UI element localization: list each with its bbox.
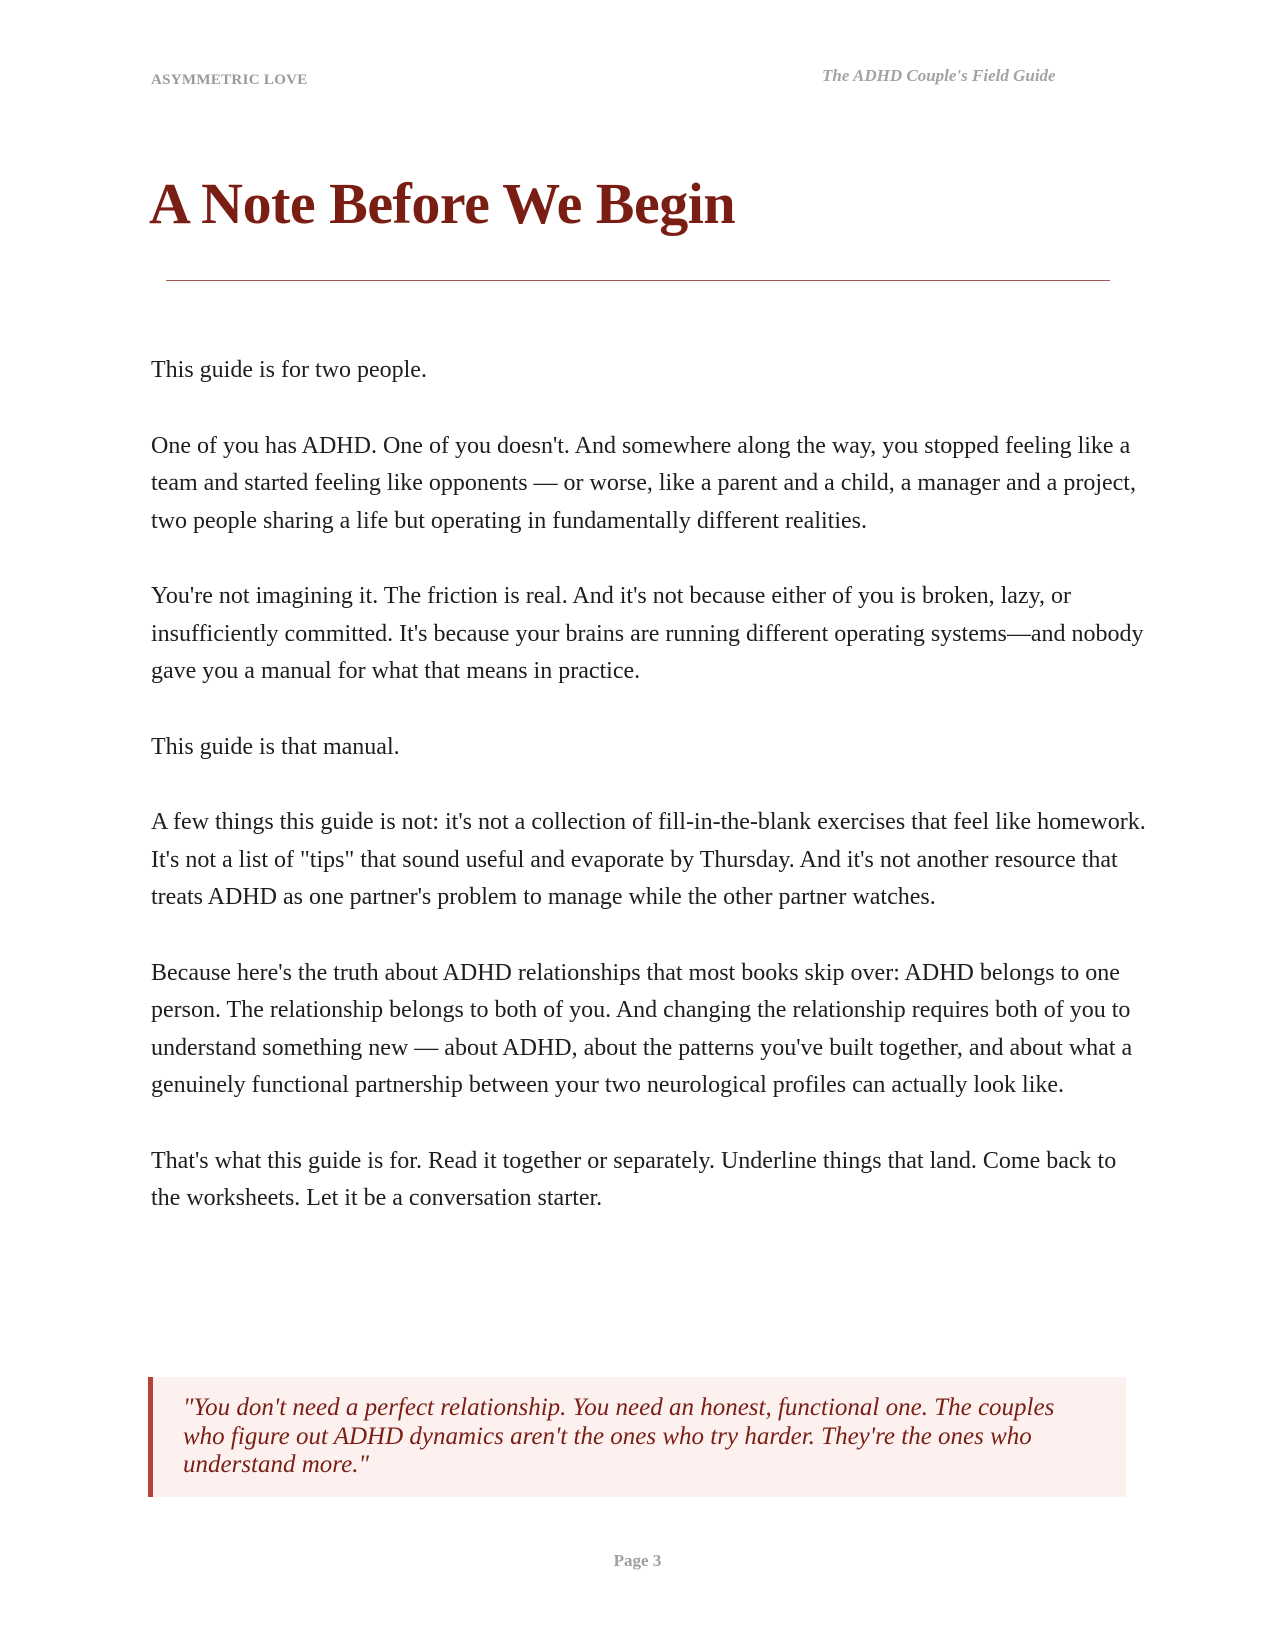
title-divider	[166, 280, 1110, 281]
pull-quote	[148, 1377, 1126, 1497]
paragraph: This guide is for two people.	[151, 357, 427, 383]
running-header-right: The ADHD Couple's Field Guide	[822, 66, 1056, 85]
paragraph: Because here's the truth about ADHD relationships that most books skip over: ADHD belongs to one person. The relationship belongs to both of you. And changing the relationship requires both of you to understand something new — about ADHD, about the patterns you've built together, and about what a genuinely functional partnership between your two neurological profiles can actually look like.	[151, 959, 1133, 1098]
page-number: Page 3	[613, 1551, 662, 1570]
paragraph: One of you has ADHD. One of you doesn't. And somewhere along the way, you stopped feeling like a team and started feeling like opponents — or worse, like a parent and a child, a manager and a project, two people sharing a life but operating in fundamentally different realities.	[151, 432, 1136, 534]
paragraph: A few things this guide is not: it's not a collection of fill-in-the-blank exercises that feel like homework. It's not a list of "tips" that sound useful and evaporate by Thursday. And it's not another resource that treats ADHD as one partner's problem to manage while the other partner watches.	[151, 809, 1146, 910]
pull-quote-text: "You don't need a perfect relationship. You need an honest, functional one. The couples who figure out ADHD dynamics aren't the ones who try harder. They're the ones who understand more."	[183, 1394, 1055, 1478]
paragraph: That's what this guide is for. Read it together or separately. Underline things that land. Come back to the worksheets. Let it be a conversation starter.	[151, 1147, 1117, 1211]
page-title: A Note Before We Begin	[149, 171, 736, 236]
body-text	[151, 352, 1146, 1256]
paragraph: This guide is that manual.	[151, 733, 400, 760]
paragraph: You're not imagining it. The friction is real. And it's not because either of you is broken, lazy, or insufficiently committed. It's because your brains are running different operating systems—and nobody gave you a manual for what that means in practice.	[151, 583, 1144, 684]
running-header-left: ASYMMETRIC LOVE	[151, 72, 308, 88]
